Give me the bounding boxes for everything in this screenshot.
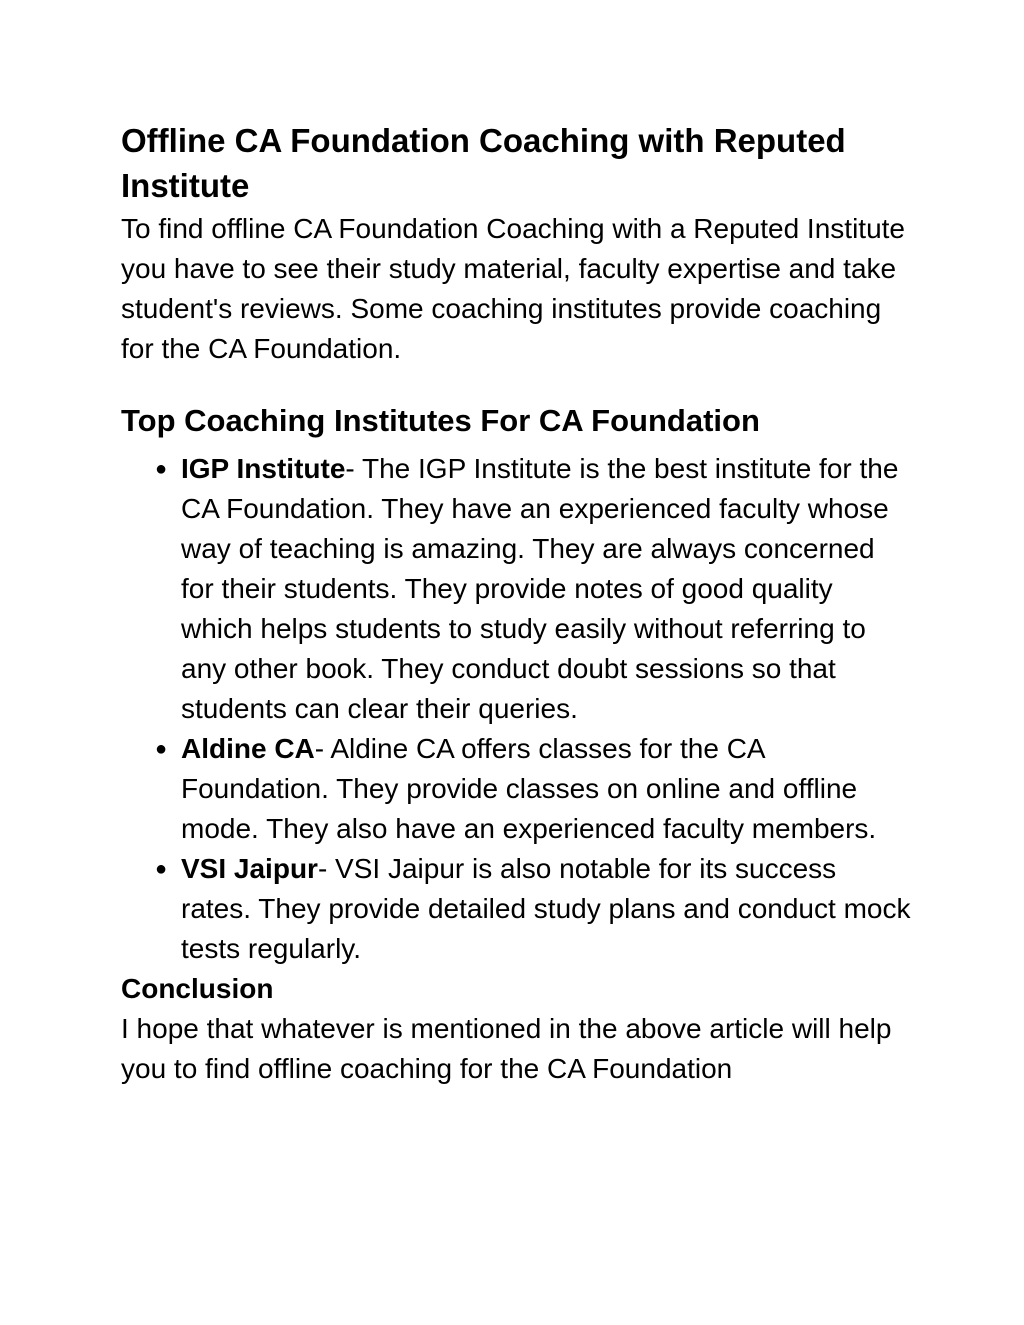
- institute-list: [121, 449, 911, 969]
- institute-name: VSI Jaipur: [181, 853, 318, 884]
- bullet-icon: ●: [155, 858, 168, 880]
- list-item: [121, 849, 911, 969]
- institute-name: Aldine CA: [181, 733, 315, 764]
- intro-paragraph: To find offline CA Foundation Coaching with a Reputed Institute you have to see their study material, faculty expertise and take student's reviews. Some coaching institutes provide coaching for the CA Foundation.: [121, 213, 905, 364]
- page-title: Offline CA Foundation Coaching with Reputed Institute: [121, 122, 846, 204]
- institute-description: - The IGP Institute is the best institute for the CA Foundation. They have an experienced faculty whose way of teaching is amazing. They are always concerned for their students. They provide notes of good quality which helps students to study easily without referring to any other book. They conduct doubt sessions so that students can clear their queries.: [181, 453, 899, 724]
- institute-description: - Aldine CA offers classes for the CA Foundation. They provide classes on online and offline mode. They also have an experienced faculty members.: [181, 733, 877, 844]
- document-page: [121, 118, 911, 1089]
- bullet-icon: ●: [155, 738, 168, 760]
- conclusion-heading: Conclusion: [121, 973, 274, 1004]
- bullet-icon: ●: [155, 458, 168, 480]
- conclusion-paragraph: I hope that whatever is mentioned in the above article will help you to find offline coaching for the CA Foundation: [121, 1013, 892, 1084]
- institute-name: IGP Institute: [181, 453, 346, 484]
- list-item: [121, 729, 911, 849]
- list-item: [121, 449, 911, 729]
- section-heading: Top Coaching Institutes For CA Foundation: [121, 403, 760, 438]
- institute-description: - VSI Jaipur is also notable for its success rates. They provide detailed study plans and conduct mock tests regularly.: [181, 853, 911, 964]
